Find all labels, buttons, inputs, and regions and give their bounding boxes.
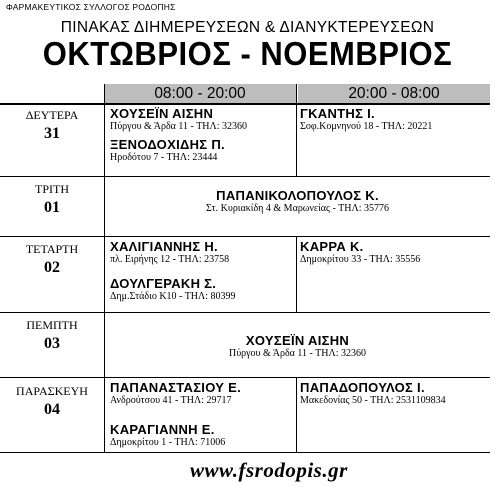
day-date: 03 xyxy=(44,335,60,352)
pharmacist-name: ΚΑΡΡΑ Κ. xyxy=(300,239,364,254)
row-divider xyxy=(0,312,490,313)
day-date: 04 xyxy=(44,401,60,418)
full-day-pharmacy xyxy=(105,188,490,215)
day-cell xyxy=(0,104,104,143)
night-shift-pharmacy xyxy=(300,380,446,407)
day-date: 02 xyxy=(44,259,60,276)
day-name: ΤΡΙΤΗ xyxy=(35,182,69,196)
day-shift-pharmacy xyxy=(110,276,236,303)
pharmacist-name: ΠΑΠΑΝΑΣΤΑΣΙΟΥ Ε. xyxy=(110,380,242,395)
day-shift-pharmacy xyxy=(110,422,225,449)
day-date: 31 xyxy=(44,125,60,142)
pharmacist-name: ΠΑΠΑΔΟΠΟΥΛΟΣ Ι. xyxy=(300,380,425,395)
shift-header-night: 20:00 - 08:00 xyxy=(298,84,490,103)
row-divider xyxy=(0,236,490,237)
pharmacy-address: Δημοκρίτου 33 - ΤΗΛ: 35556 xyxy=(300,254,421,265)
pharmacist-name: ΧΟΥΣΕΪΝ ΑΙΣΗΝ xyxy=(110,106,214,121)
day-name: ΤΕΤΑΡΤΗ xyxy=(25,242,79,256)
day-name: ΠΑΡΑΣΚΕΥΗ xyxy=(16,384,88,398)
day-cell xyxy=(0,380,104,419)
day-cell xyxy=(0,178,104,217)
shift-divider xyxy=(296,236,297,312)
pharmacist-name: ΞΕΝΟΔΟΧΙΔΗΣ Π. xyxy=(110,137,225,152)
pharmacist-name: ΔΟΥΛΓΕΡΑΚΗ Σ. xyxy=(110,276,217,291)
months-heading: ΟΚΤΩΒΡΙΟΣ - ΝΟΕΜΒΡΙΟΣ xyxy=(42,34,453,73)
day-shift-pharmacy xyxy=(110,380,241,407)
shift-divider xyxy=(296,377,297,452)
day-date: 01 xyxy=(44,199,60,216)
table-bottom-border xyxy=(0,452,490,453)
pharmacist-name: ΚΑΡΑΓΙΑΝΝΗ Ε. xyxy=(110,422,215,437)
pharmacist-name: ΧΟΥΣΕΪΝ ΑΙΣΗΝ xyxy=(245,333,350,348)
pharmacy-address: Στ. Κυριακίδη 4 & Μαρωνείας - ΤΗΛ: 35776 xyxy=(205,203,390,214)
night-shift-pharmacy xyxy=(300,239,420,266)
pharmacy-address: Πύργου & Άρδα 11 - ΤΗΛ: 32360 xyxy=(110,121,248,132)
night-shift-pharmacy xyxy=(300,106,432,133)
pharmacy-address: Σοφ.Κομνηνού 18 - ΤΗΛ: 20221 xyxy=(300,121,433,132)
row-divider xyxy=(0,377,490,378)
pharmacy-address: Πύργου & Άρδα 11 - ΤΗΛ: 32360 xyxy=(228,348,367,359)
pharmacy-address: Μακεδονίας 50 - ΤΗΛ: 2531109834 xyxy=(300,395,446,406)
full-day-pharmacy xyxy=(105,333,490,360)
shift-divider xyxy=(296,103,297,176)
day-column-divider xyxy=(104,84,105,452)
day-cell xyxy=(0,314,104,353)
day-shift-pharmacy xyxy=(110,239,229,266)
day-shift-pharmacy xyxy=(110,137,225,164)
day-shift-pharmacy xyxy=(110,106,247,133)
organization-name: ΦΑΡΜΑΚΕΥΤΙΚΟΣ ΣΥΛΛΟΓΟΣ ΡΟΔΟΠΗΣ xyxy=(6,2,176,12)
pharmacy-address: Δημοκρίτου 1 - ΤΗΛ: 71006 xyxy=(110,437,226,448)
pharmacy-address: πλ. Ειρήνης 12 - ΤΗΛ: 23758 xyxy=(110,254,230,265)
pharmacist-name: ΧΑΛΙΓΙΑΝΝΗΣ Η. xyxy=(110,239,218,254)
pharmacy-address: Δημ.Στάδιο Κ10 - ΤΗΛ: 80399 xyxy=(110,291,236,302)
pharmacist-name: ΠΑΠΑΝΙΚΟΛΟΠΟΥΛΟΣ Κ. xyxy=(216,188,379,203)
pharmacy-address: Ανδρούτσου 41 - ΤΗΛ: 29717 xyxy=(110,395,232,406)
pharmacist-name: ΓΚΑΝΤΗΣ Ι. xyxy=(300,106,375,121)
page-title: ΠΙΝΑΚΑΣ ΔΙΗΜΕΡΕΥΣΕΩΝ & ΔΙΑΝΥΚΤΕΡΕΥΣΕΩΝ xyxy=(60,19,435,36)
day-cell xyxy=(0,238,104,277)
day-name: ΔΕΥΤΕΡΑ xyxy=(25,108,79,122)
row-divider xyxy=(0,176,490,177)
shift-header-day: 08:00 - 20:00 xyxy=(104,84,296,103)
website-link[interactable]: www.fsrodopis.gr xyxy=(190,458,348,482)
shift-divider xyxy=(296,84,297,103)
pharmacy-address: Ηροδότου 7 - ΤΗΛ: 23444 xyxy=(110,152,218,163)
day-name: ΠΕΜΠΤΗ xyxy=(26,318,78,332)
